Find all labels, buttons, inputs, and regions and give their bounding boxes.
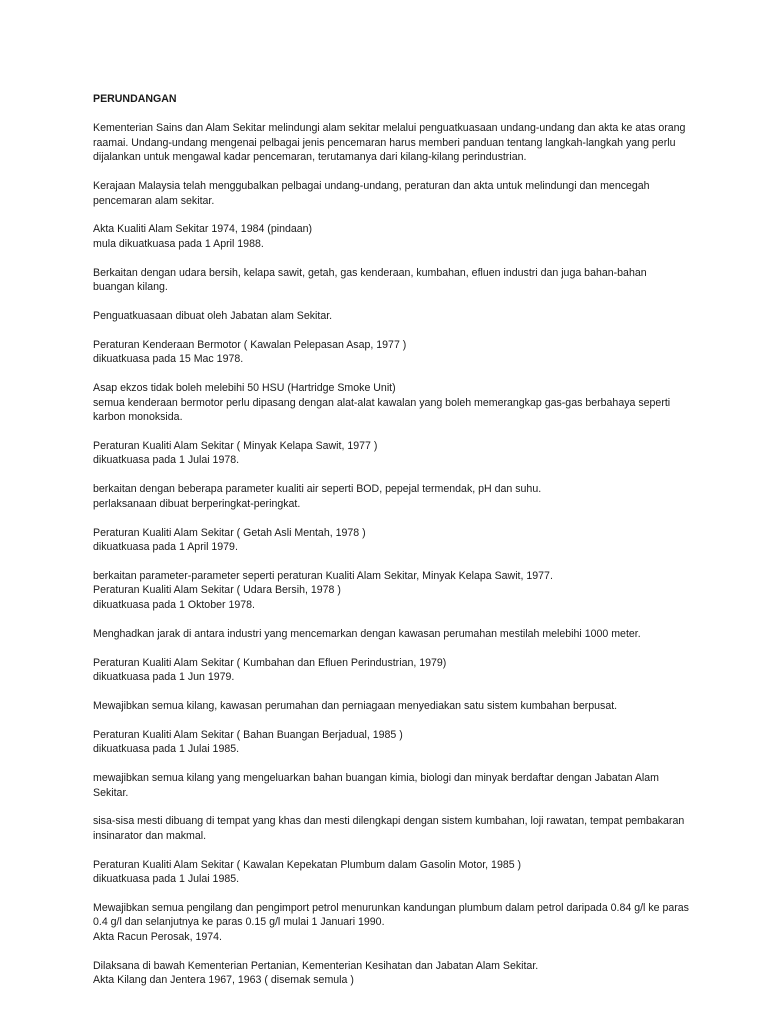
paragraph-line: Akta Kualiti Alam Sekitar 1974, 1984 (pindaan) [93,223,313,236]
paragraph-line: buangan kilang. [93,281,168,294]
paragraph-line: dikuatkuasa pada 1 April 1979. [93,541,238,554]
paragraph [93,728,693,757]
paragraph [93,482,693,511]
paragraph-line: dikuatkuasa pada 1 Jun 1979. [93,670,235,683]
paragraph-line: Akta Kilang dan Jentera 1967, 1963 ( disemak semula ) [93,974,354,987]
paragraph [93,222,693,251]
paragraph [93,381,693,424]
paragraph [93,959,693,988]
paragraph [93,656,693,685]
paragraph [93,309,693,323]
paragraph-line: Kerajaan Malaysia telah menggubalkan pelbagai undang-undang, peraturan dan akta untuk melindungi dan mencegah [93,180,650,193]
paragraph [93,526,693,555]
paragraph [93,121,693,164]
paragraph [93,179,693,208]
paragraph-line: Peraturan Kualiti Alam Sekitar ( Kumbahan dan Efluen Perindustrian, 1979) [93,656,447,669]
paragraph-line: 0.4 g/l dan selanjutnya ke paras 0.15 g/l mulai 1 Januari 1990. [93,916,385,929]
paragraph-line: Akta Racun Perosak, 1974. [93,930,222,943]
paragraph-line: insinarator dan makmal. [93,829,207,842]
paragraph-line: dikuatkuasa pada 1 Julai 1985. [93,743,240,756]
paragraph-line: karbon monoksida. [93,411,183,424]
paragraph [93,858,693,887]
paragraph-line: mula dikuatkuasa pada 1 April 1988. [93,237,264,250]
paragraph-line: Peraturan Kualiti Alam Sekitar ( Bahan Buangan Berjadual, 1985 ) [93,728,403,741]
document-body [93,121,693,987]
paragraph-line: Mewajibkan semua pengilang dan pengimport petrol menurunkan kandungan plumbum dalam petrol daripada 0.84 g/l ke paras [93,902,689,915]
paragraph-line: Mewajibkan semua kilang, kawasan perumahan dan perniagaan menyediakan satu sistem kumbahan berpusat. [93,699,618,712]
paragraph-line: Peraturan Kualiti Alam Sekitar ( Udara Bersih, 1978 ) [93,584,341,597]
paragraph [93,901,693,944]
paragraph [93,266,693,295]
paragraph [93,814,693,843]
paragraph-line: dikuatkuasa pada 1 Julai 1985. [93,873,240,886]
paragraph-line: Kementerian Sains dan Alam Sekitar melindungi alam sekitar melalui penguatkuasaan undang-undang dan akta ke atas orang [93,122,686,135]
paragraph [93,627,693,641]
paragraph-line: mewajibkan semua kilang yang mengeluarkan bahan buangan kimia, biologi dan minyak berdaftar dengan Jabatan Alam [93,772,659,785]
paragraph [93,338,693,367]
document-title: PERUNDANGAN [93,93,177,105]
paragraph-line: Peraturan Kualiti Alam Sekitar ( Getah Asli Mentah, 1978 ) [93,526,366,539]
paragraph-line: Peraturan Kualiti Alam Sekitar ( Minyak Kelapa Sawit, 1977 ) [93,440,378,452]
paragraph-line: Dilaksana di bawah Kementerian Pertanian, Kementerian Kesihatan dan Jabatan Alam Sekitar. [93,959,539,972]
paragraph-line: pencemaran alam sekitar. [93,194,215,207]
document-page [93,92,693,1002]
paragraph-line: Menghadkan jarak di antara industri yang mencemarkan dengan kawasan perumahan mestilah melebihi 1000 meter. [93,627,641,640]
paragraph-line: perlaksanaan dibuat berperingkat-peringkat. [93,497,301,510]
paragraph-line: Sekitar. [93,786,129,799]
paragraph-line: Peraturan Kualiti Alam Sekitar ( Kawalan Kepekatan Plumbum dalam Gasolin Motor, 1985 ) [93,858,522,871]
paragraph-line: Asap ekzos tidak boleh melebihi 50 HSU (Hartridge Smoke Unit) [93,382,396,395]
paragraph-line: dikuatkuasa pada 1 Julai 1978. [93,454,240,467]
paragraph [93,439,693,468]
paragraph-line: Peraturan Kenderaan Bermotor ( Kawalan Pelepasan Asap, 1977 ) [93,338,407,351]
paragraph-line: dikuatkuasa pada 15 Mac 1978. [93,353,244,366]
paragraph-line: Berkaitan dengan udara bersih, kelapa sawit, getah, gas kenderaan, kumbahan, efluen industri dan juga bahan-bahan [93,266,647,279]
paragraph-line: berkaitan parameter-parameter seperti peraturan Kualiti Alam Sekitar, Minyak Kelapa Sawit, 1977. [93,569,553,582]
paragraph-line: raamai. Undang-undang mengenai pelbagai jenis pencemaran harus memberi panduan tentang langkah-langkah yang perlu [93,136,676,149]
paragraph-line: semua kenderaan bermotor perlu dipasang dengan alat-alat kawalan yang boleh memerangkap gas-gas berbahaya seperti [93,396,671,409]
paragraph [93,771,693,800]
paragraph [93,699,693,713]
paragraph-line: dikuatkuasa pada 1 Oktober 1978. [93,598,255,611]
paragraph-line: berkaitan dengan beberapa parameter kualiti air seperti BOD, pepejal termendak, pH dan suhu. [93,483,542,496]
paragraph-line: sisa-sisa mesti dibuang di tempat yang khas dan mesti dilengkapi dengan sistem kumbahan, loji rawatan, tempat pembakaran [93,815,685,828]
paragraph-line: Penguatkuasaan dibuat oleh Jabatan alam Sekitar. [93,310,333,323]
paragraph-line: dijalankan untuk mengawal kadar pencemaran, terutamanya dari kilang-kilang perindustrian. [93,151,527,164]
paragraph [93,569,693,612]
